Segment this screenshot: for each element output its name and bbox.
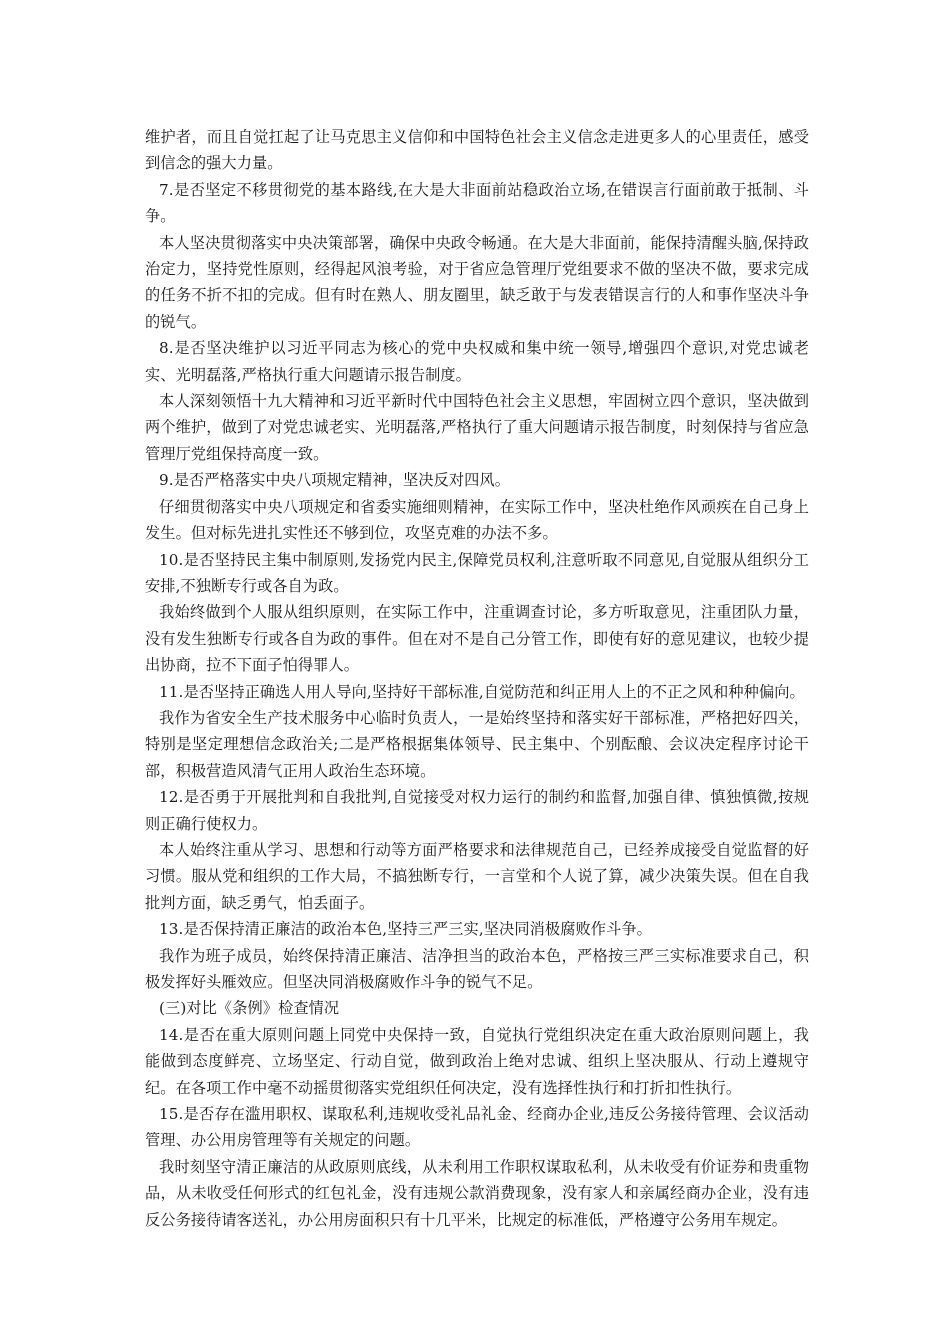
answer-11: 我作为省安全生产技术服务中心临时负责人，一是始终坚持和落实好干部标准，严格把好四关，特别是坚定理想信念政治关;二是严格根据集体领导、民主集中、个别酝酿、会议决定程序讨论干部，积极营造风清气正用人政治生态环境。: [145, 708, 809, 780]
answer-10: 我始终做到个人服从组织原则，在实际工作中，注重调查讨论，多方听取意见，注重团队力量，没有发生独断专行或各自为政的事件。但在对不是自己分管工作，即使有好的意见建议，也较少提出协商，拉不下面子怕得罪人。: [145, 603, 809, 675]
question-8: 8.是否坚决维护以习近平同志为核心的党中央权威和集中统一领导,增强四个意识,对党忠诚老实、光明磊落,严格执行重大问题请示报告制度。: [145, 339, 809, 384]
question-12: 12.是否勇于开展批判和自我批判,自觉接受对权力运行的制约和监督,加强自律、慎独慎微,按规则正确行使权力。: [145, 788, 809, 833]
answer-9: 仔细贯彻落实中央八项规定和省委实施细则精神，在实际工作中，坚决杜绝作风顽疾在自己身上发生。但对标先进扎实性还不够到位，攻坚克难的办法不多。: [145, 497, 809, 543]
answer-13: 我作为班子成员，始终保持清正廉洁、洁净担当的政治本色，严格按三严三实标准要求自己，积极发挥好头雁效应。但坚决同消极腐败作斗争的锐气不足。: [145, 946, 809, 991]
paragraph-continuation: 维护者，而且自觉扛起了让马克思主义信仰和中国特色社会主义信念走进更多人的心里责任，感受到信念的强大力量。: [145, 128, 809, 173]
question-14: 14.是否在重大原则问题上同党中央保持一致，自觉执行党组织决定在重大政治原则问题上，我能做到态度鲜亮、立场坚定、行动自觉，做到政治上绝对忠诚、组织上坚决服从、行动上遵规守纪。在各项工作中毫不动摇贯彻落实党组织任何决定，没有选择性执行和打折扣性执行。: [145, 1025, 809, 1097]
answer-7: 本人坚决贯彻落实中央决策部署，确保中央政令畅通。在大是大非面前，能保持清醒头脑,保持政治定力，坚持党性原则，经得起风浪考验，对于省应急管理厅党组要求不做的坚决不做，要求完成的任务不折不扣的完成。但有时在熟人、朋友圈里，缺乏敢于与发表错误言行的人和事作坚决斗争的锐气。: [145, 233, 809, 331]
answer-15: 我时刻坚守清正廉洁的从政原则底线，从未利用工作职权谋取私利，从未收受有价证券和贵重物品，从未收受任何形式的红包礼金，没有违规公款消费现象，没有家人和亲属经商办企业，没有违反公务接待请客送礼，办公用房面积只有十几平米，比规定的标准低，严格遵守公务用车规定。: [145, 1157, 809, 1229]
answer-12: 本人始终注重从学习、思想和行动等方面严格要求和法律规范自己，已经养成接受自觉监督的好习惯。服从党和组织的工作大局，不搞独断专行，一言堂和个人说了算，减少决策失误。但在自我批判方面，缺乏勇气，怕丢面子。: [145, 840, 809, 912]
section-heading: (三)对比《条例》检查情况: [159, 999, 340, 1018]
question-13: 13.是否保持清正廉洁的政治本色,坚持三严三实,坚决同消极腐败作斗争。: [159, 920, 652, 939]
question-15: 15.是否存在滥用职权、谋取私利,违规收受礼品礼金、经商办企业,违反公务接待管理、会议活动管理、办公用房管理等有关规定的问题。: [145, 1105, 809, 1150]
question-7: 7.是否坚定不移贯彻党的基本路线,在大是大非面前站稳政治立场,在错误言行面前敢于抵制、斗争。: [145, 180, 809, 226]
question-10: 10.是否坚持民主集中制原则,发扬党内民主,保障党员权利,注意听取不同意见,自觉服从组织分工安排,不独断专行或各自为政。: [145, 550, 809, 595]
question-9: 9.是否严格落实中央八项规定精神，坚决反对四风。: [159, 471, 511, 490]
question-11: 11.是否坚持正确选人用人导向,坚持好干部标准,自觉防范和纠正用人上的不正之风和种种偏向。: [159, 682, 805, 701]
document-page: [145, 124, 809, 1233]
answer-8: 本人深刻领悟十九大精神和习近平新时代中国特色社会主义思想，牢固树立四个意识，坚决做到两个维护，做到了对党忠诚老实、光明磊落,严格执行了重大问题请示报告制度，时刻保持与省应急管理厅党组保持高度一致。: [145, 392, 809, 463]
